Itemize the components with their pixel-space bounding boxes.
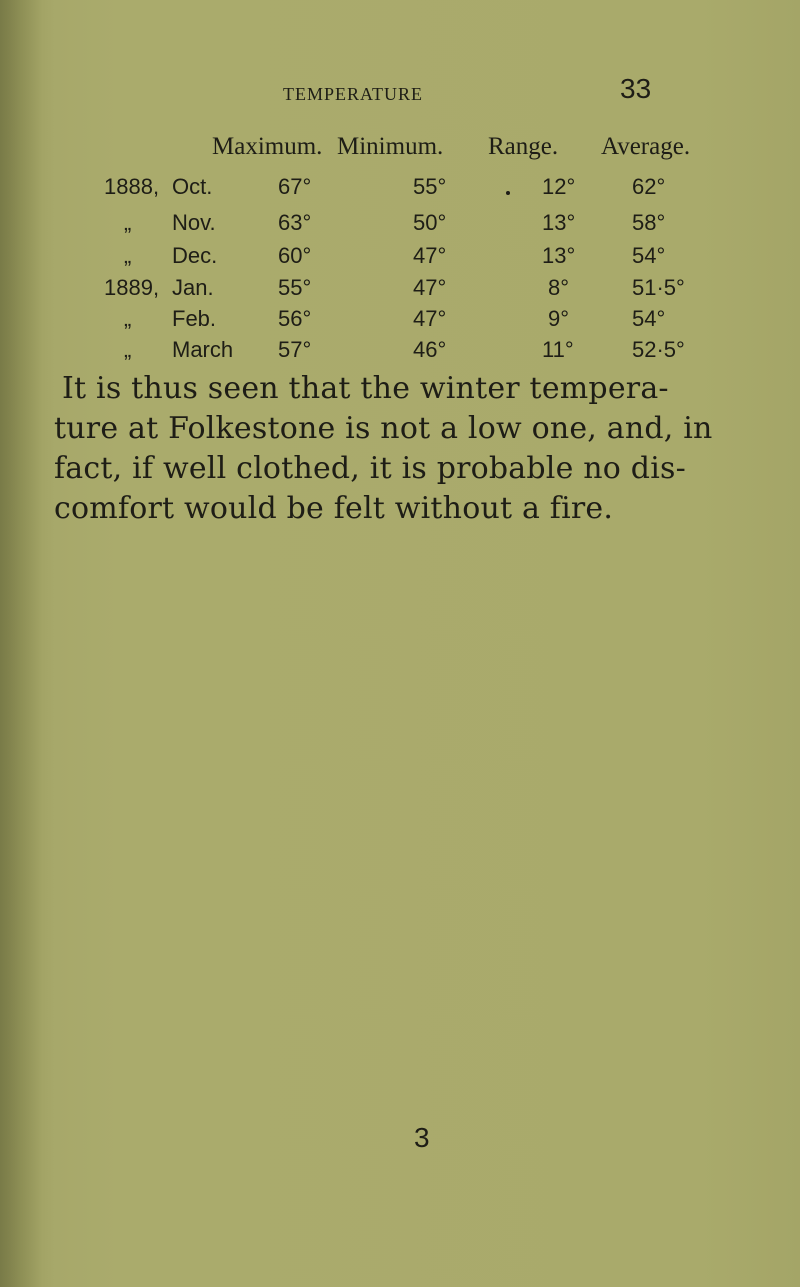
- row-average: 54°: [632, 306, 666, 331]
- printer-signature-mark: 3: [414, 1122, 430, 1153]
- row-year: „: [124, 306, 132, 331]
- header-minimum: Minimum.: [337, 133, 444, 160]
- page-number: 33: [620, 73, 652, 104]
- row-minimum: 47°: [413, 306, 447, 331]
- header-range: Range.: [488, 133, 559, 160]
- row-range: 13°: [542, 243, 576, 268]
- ink-dot: [506, 191, 510, 195]
- row-average: 52·5°: [632, 337, 685, 362]
- paragraph-line: fact, if well clothed, it is probable no dis-: [54, 451, 686, 486]
- row-range: 13°: [542, 210, 576, 235]
- row-minimum: 47°: [413, 243, 447, 268]
- row-range: 11°: [542, 337, 574, 362]
- table-row: [0, 174, 800, 214]
- row-range: 9°: [548, 306, 570, 331]
- row-average: 54°: [632, 243, 666, 268]
- row-month: March: [172, 337, 234, 362]
- row-average: 62°: [632, 174, 666, 199]
- header-average: Average.: [601, 133, 691, 160]
- row-maximum: 55°: [278, 275, 312, 300]
- running-head: TEMPERATURE: [283, 84, 424, 104]
- row-maximum: 56°: [278, 306, 312, 331]
- paragraph-line: ture at Folkestone is not a low one, and, in: [54, 411, 713, 446]
- row-month: Feb.: [172, 306, 217, 331]
- row-maximum: 57°: [278, 337, 312, 362]
- row-year: „: [124, 337, 132, 362]
- row-year: „: [124, 210, 132, 235]
- row-year: 1888,: [104, 174, 160, 199]
- row-maximum: 63°: [278, 210, 312, 235]
- row-maximum: 67°: [278, 174, 312, 199]
- row-range: 8°: [548, 275, 570, 300]
- row-year: „: [124, 243, 132, 268]
- row-year: 1889,: [104, 275, 160, 300]
- row-month: Nov.: [172, 210, 216, 235]
- row-maximum: 60°: [278, 243, 312, 268]
- row-month: Oct.: [172, 174, 213, 199]
- paragraph-line: It is thus seen that the winter tempera-: [62, 371, 669, 406]
- row-minimum: 50°: [413, 210, 447, 235]
- row-average: 58°: [632, 210, 666, 235]
- body-paragraph: [54, 369, 713, 529]
- row-minimum: 55°: [413, 174, 447, 199]
- row-month: Dec.: [172, 243, 218, 268]
- table-header-row: [0, 133, 800, 173]
- row-range: 12°: [542, 174, 576, 199]
- row-minimum: 46°: [413, 337, 447, 362]
- row-month: Jan.: [172, 275, 214, 300]
- row-average: 51·5°: [632, 275, 685, 300]
- row-minimum: 47°: [413, 275, 447, 300]
- header-maximum: Maximum.: [212, 133, 323, 160]
- paragraph-line: comfort would be felt without a fire.: [54, 491, 614, 526]
